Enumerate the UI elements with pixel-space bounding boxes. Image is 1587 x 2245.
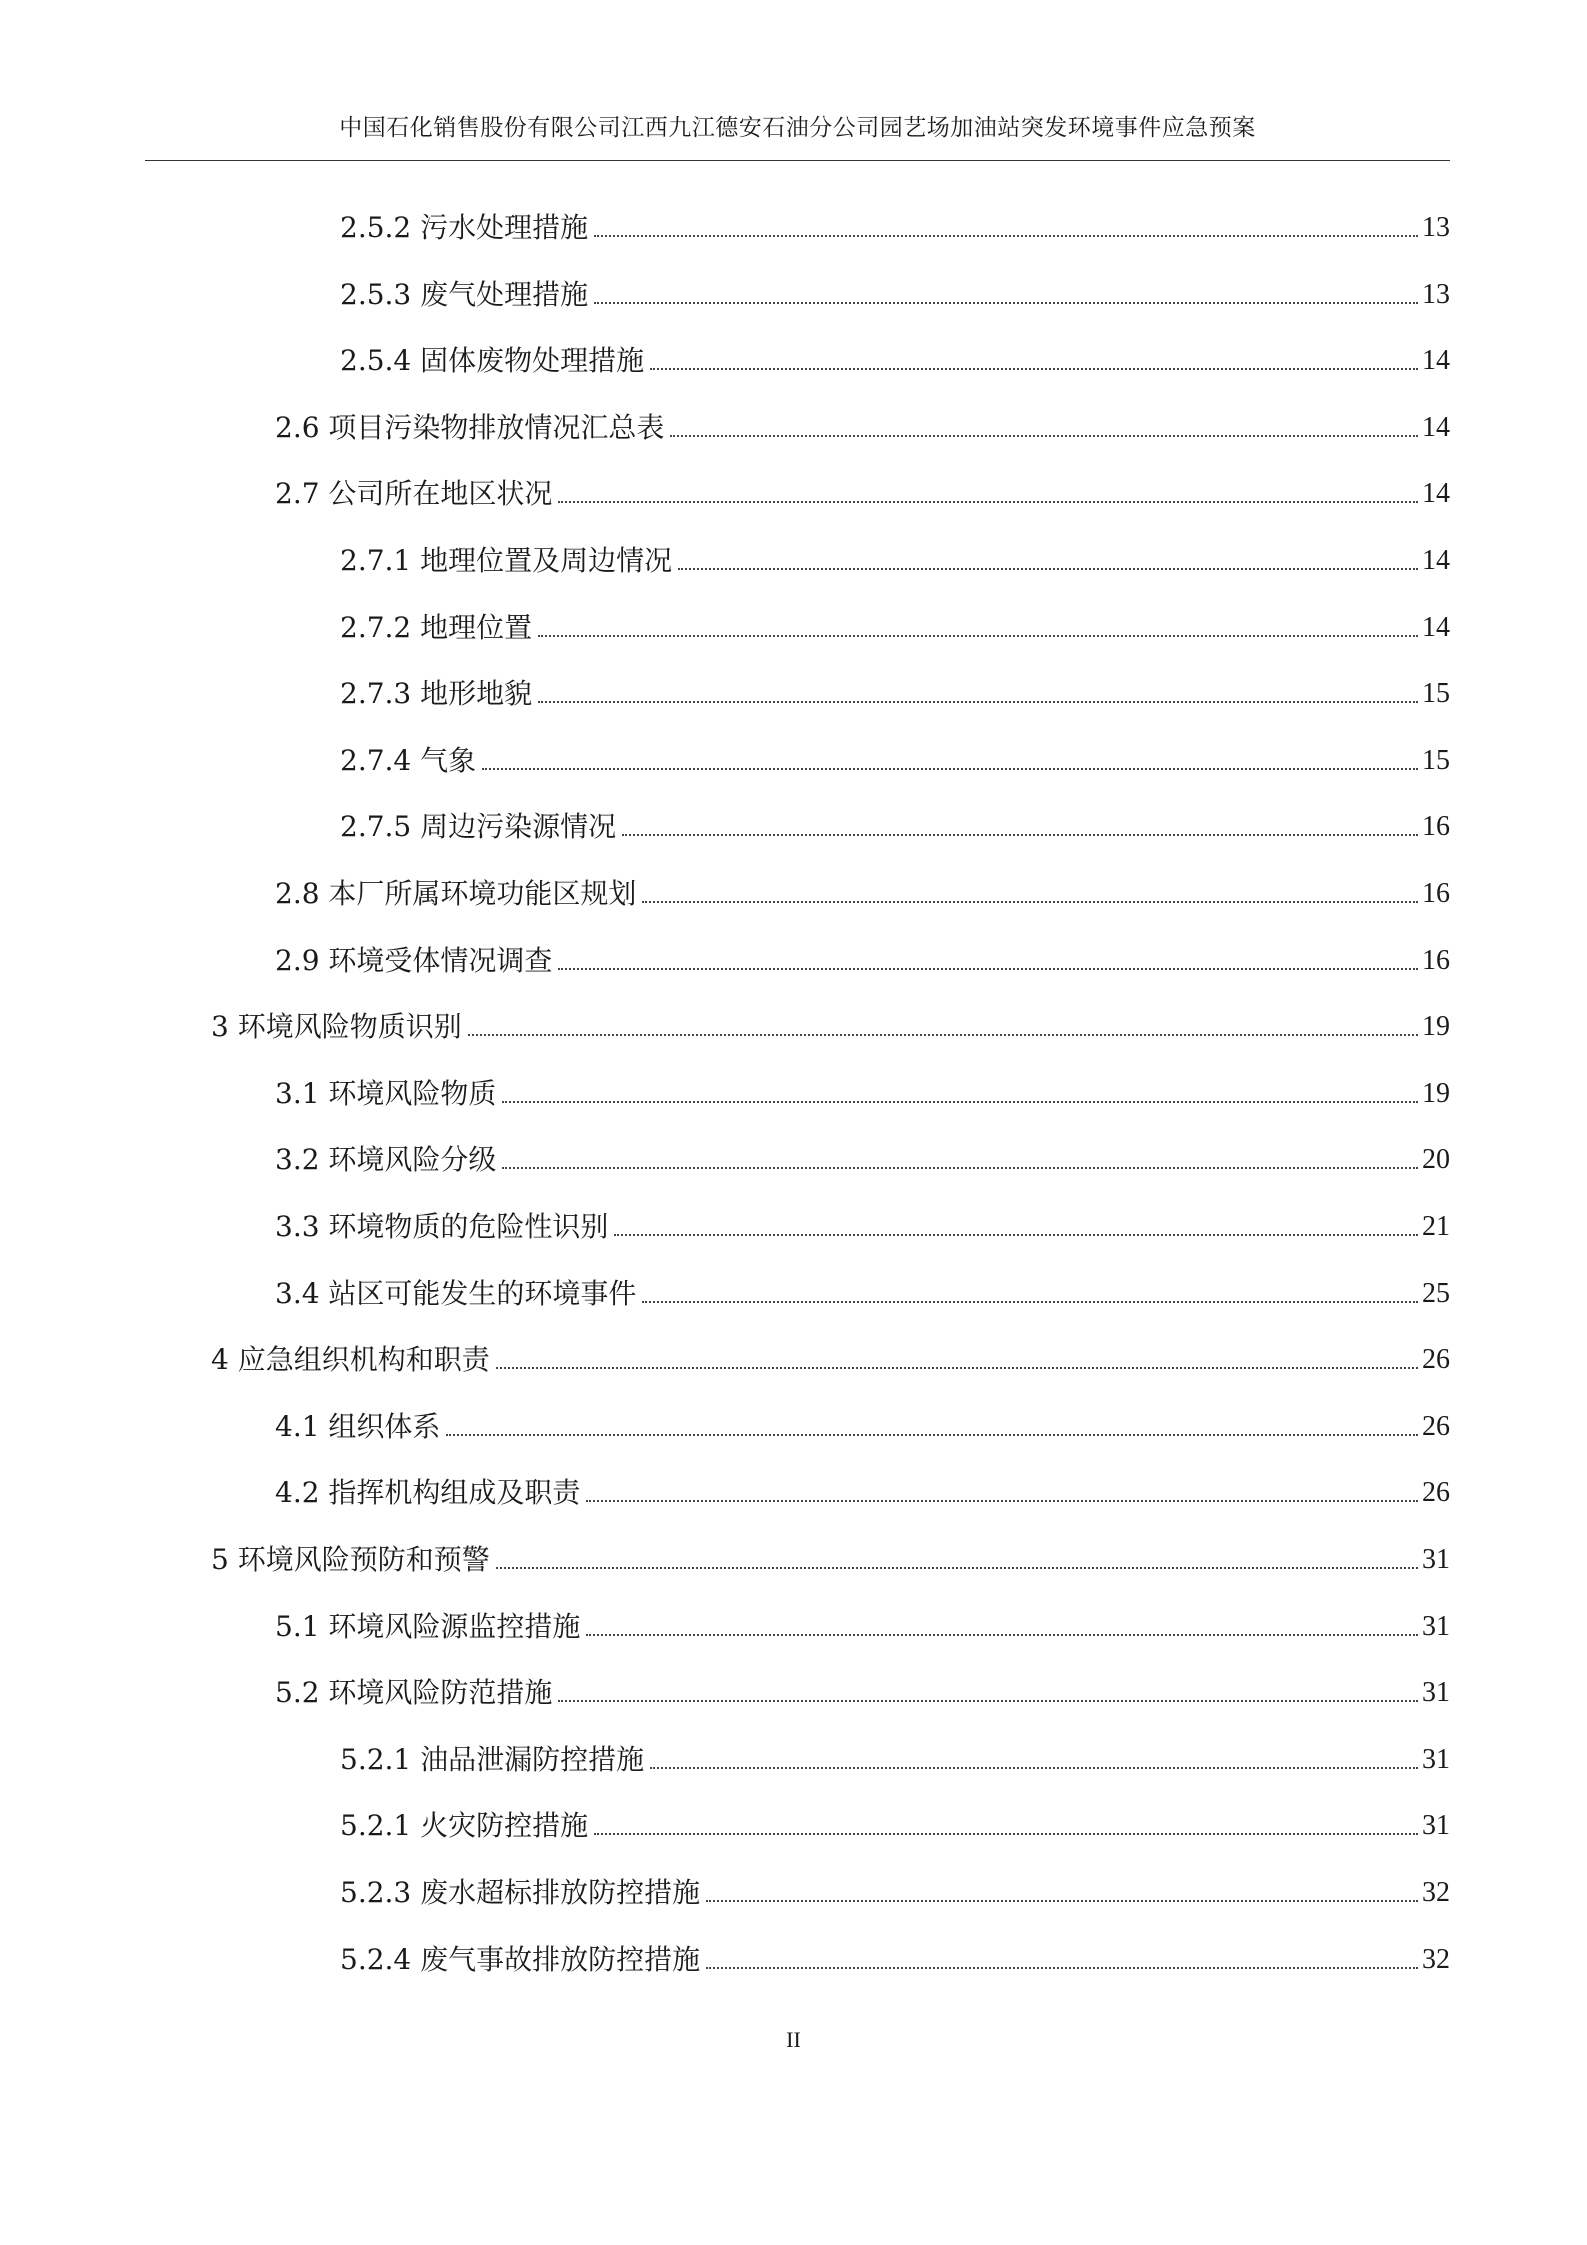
toc-entry[interactable] bbox=[340, 1734, 1450, 1778]
toc-entry-page-number: 31 bbox=[1422, 1810, 1450, 1841]
toc-entry-label: 5.1 环境风险源监控措施 bbox=[275, 1610, 581, 1643]
toc-entry[interactable] bbox=[275, 1467, 1450, 1511]
toc-entry-page-number: 16 bbox=[1422, 811, 1450, 842]
toc-entry-label: 2.9 环境受体情况调查 bbox=[275, 944, 553, 977]
toc-entry[interactable] bbox=[275, 1201, 1450, 1245]
toc-entry-page-number: 14 bbox=[1422, 545, 1450, 576]
toc-entry-label: 4.2 指挥机构组成及职责 bbox=[275, 1476, 581, 1509]
toc-entry-label: 2.5.4 固体废物处理措施 bbox=[340, 344, 645, 377]
toc-entry-label: 2.7.2 地理位置 bbox=[340, 611, 533, 644]
toc-entry[interactable] bbox=[275, 468, 1450, 512]
toc-entry[interactable] bbox=[340, 735, 1450, 779]
toc-dot-leader bbox=[558, 501, 1418, 503]
toc-dot-leader bbox=[594, 235, 1418, 237]
toc-entry-page-number: 14 bbox=[1422, 478, 1450, 509]
toc-dot-leader bbox=[558, 1700, 1418, 1702]
toc-entry[interactable] bbox=[340, 602, 1450, 646]
toc-entry-page-number: 31 bbox=[1422, 1544, 1450, 1575]
toc-entry[interactable] bbox=[340, 335, 1450, 379]
toc-entry-label: 5.2 环境风险防范措施 bbox=[275, 1676, 553, 1709]
toc-entry-label: 2.7.1 地理位置及周边情况 bbox=[340, 544, 673, 577]
toc-entry-label: 2.7 公司所在地区状况 bbox=[275, 477, 553, 510]
toc-entry-label: 3 环境风险物质识别 bbox=[211, 1010, 462, 1043]
toc-entry-page-number: 15 bbox=[1422, 678, 1450, 709]
toc-dot-leader bbox=[706, 1967, 1418, 1969]
toc-entry-page-number: 14 bbox=[1422, 345, 1450, 376]
toc-dot-leader bbox=[642, 901, 1418, 903]
toc-dot-leader bbox=[586, 1500, 1418, 1502]
toc-entry-page-number: 13 bbox=[1422, 279, 1450, 310]
toc-dot-leader bbox=[496, 1567, 1418, 1569]
toc-entry[interactable] bbox=[340, 1934, 1450, 1978]
toc-entry-page-number: 14 bbox=[1422, 412, 1450, 443]
toc-entry-page-number: 25 bbox=[1422, 1278, 1450, 1309]
toc-entry-page-number: 20 bbox=[1422, 1144, 1450, 1175]
toc-dot-leader bbox=[642, 1301, 1418, 1303]
toc-entry[interactable] bbox=[275, 1134, 1450, 1178]
toc-dot-leader bbox=[446, 1434, 1418, 1436]
page-number: II bbox=[786, 2027, 801, 2052]
toc-dot-leader bbox=[538, 701, 1418, 703]
toc-entry-label: 2.7.3 地形地貌 bbox=[340, 677, 533, 710]
toc-entry-label: 4 应急组织机构和职责 bbox=[211, 1343, 490, 1376]
toc-entry-label: 2.5.2 污水处理措施 bbox=[340, 211, 589, 244]
toc-entry-page-number: 16 bbox=[1422, 878, 1450, 909]
toc-entry-page-number: 31 bbox=[1422, 1744, 1450, 1775]
toc-entry-page-number: 32 bbox=[1422, 1877, 1450, 1908]
toc-entry[interactable] bbox=[340, 535, 1450, 579]
toc-dot-leader bbox=[496, 1367, 1418, 1369]
toc-entry[interactable] bbox=[340, 801, 1450, 845]
toc-entry[interactable] bbox=[275, 402, 1450, 446]
toc-entry-label: 3.1 环境风险物质 bbox=[275, 1077, 497, 1110]
toc-entry-label: 2.7.4 气象 bbox=[340, 744, 477, 777]
toc-entry[interactable] bbox=[275, 868, 1450, 912]
toc-dot-leader bbox=[650, 368, 1418, 370]
toc-entry-label: 5.2.1 油品泄漏防控措施 bbox=[340, 1743, 645, 1776]
toc-entry-page-number: 19 bbox=[1422, 1078, 1450, 1109]
toc-entry-page-number: 14 bbox=[1422, 612, 1450, 643]
toc-entry-page-number: 26 bbox=[1422, 1477, 1450, 1508]
toc-entry-label: 5.2.1 火灾防控措施 bbox=[340, 1809, 589, 1842]
toc-entry[interactable] bbox=[211, 1334, 1450, 1378]
toc-entry[interactable] bbox=[340, 1800, 1450, 1844]
toc-entry[interactable] bbox=[275, 935, 1450, 979]
toc-entry-page-number: 19 bbox=[1422, 1011, 1450, 1042]
toc-entry-page-number: 15 bbox=[1422, 745, 1450, 776]
toc-entry-label: 3.2 环境风险分级 bbox=[275, 1143, 497, 1176]
toc-entry[interactable] bbox=[275, 1601, 1450, 1645]
toc-entry-label: 2.8 本厂所属环境功能区规划 bbox=[275, 877, 637, 910]
toc-entry-label: 4.1 组织体系 bbox=[275, 1410, 441, 1443]
toc-entry-label: 2.6 项目污染物排放情况汇总表 bbox=[275, 411, 665, 444]
toc-entry-label: 5.2.4 废气事故排放防控措施 bbox=[340, 1943, 701, 1976]
toc-entry-page-number: 31 bbox=[1422, 1677, 1450, 1708]
toc-entry[interactable] bbox=[275, 1667, 1450, 1711]
toc-dot-leader bbox=[502, 1101, 1418, 1103]
toc-dot-leader bbox=[468, 1034, 1418, 1036]
toc-dot-leader bbox=[586, 1634, 1418, 1636]
toc-entry-page-number: 31 bbox=[1422, 1611, 1450, 1642]
toc-entry[interactable] bbox=[211, 1001, 1450, 1045]
toc-entry-label: 3.3 环境物质的危险性识别 bbox=[275, 1210, 609, 1243]
toc-entry[interactable] bbox=[340, 202, 1450, 246]
toc-entry-label: 5 环境风险预防和预警 bbox=[211, 1543, 490, 1576]
toc-dot-leader bbox=[706, 1900, 1418, 1902]
toc-dot-leader bbox=[558, 968, 1418, 970]
toc-entry[interactable] bbox=[340, 269, 1450, 313]
toc-dot-leader bbox=[482, 768, 1418, 770]
toc-dot-leader bbox=[622, 834, 1418, 836]
toc-entry-page-number: 32 bbox=[1422, 1944, 1450, 1975]
toc-dot-leader bbox=[594, 1833, 1418, 1835]
toc-entry-label: 3.4 站区可能发生的环境事件 bbox=[275, 1277, 637, 1310]
toc-entry-label: 2.7.5 周边污染源情况 bbox=[340, 810, 617, 843]
toc-entry-page-number: 21 bbox=[1422, 1211, 1450, 1242]
toc-entry-page-number: 26 bbox=[1422, 1344, 1450, 1375]
page-header-title: 中国石化销售股份有限公司江西九江德安石油分公司园艺场加油站突发环境事件应急预案 bbox=[339, 115, 1256, 141]
toc-entry-label: 2.5.3 废气处理措施 bbox=[340, 278, 589, 311]
toc-entry[interactable] bbox=[211, 1534, 1450, 1578]
toc-dot-leader bbox=[670, 435, 1418, 437]
toc-entry-page-number: 13 bbox=[1422, 212, 1450, 243]
toc-dot-leader bbox=[678, 568, 1418, 570]
toc-entry[interactable] bbox=[275, 1401, 1450, 1445]
toc-entry[interactable] bbox=[275, 1068, 1450, 1112]
toc-dot-leader bbox=[650, 1767, 1418, 1769]
toc-entry[interactable] bbox=[340, 1867, 1450, 1911]
toc-dot-leader bbox=[538, 635, 1418, 637]
toc-entry-label: 5.2.3 废水超标排放防控措施 bbox=[340, 1876, 701, 1909]
toc-entry-page-number: 16 bbox=[1422, 945, 1450, 976]
toc-entry[interactable] bbox=[275, 1268, 1450, 1312]
toc-dot-leader bbox=[614, 1234, 1418, 1236]
toc-dot-leader bbox=[594, 302, 1418, 304]
toc-dot-leader bbox=[502, 1167, 1418, 1169]
toc-entry-page-number: 26 bbox=[1422, 1411, 1450, 1442]
toc-entry[interactable] bbox=[340, 668, 1450, 712]
